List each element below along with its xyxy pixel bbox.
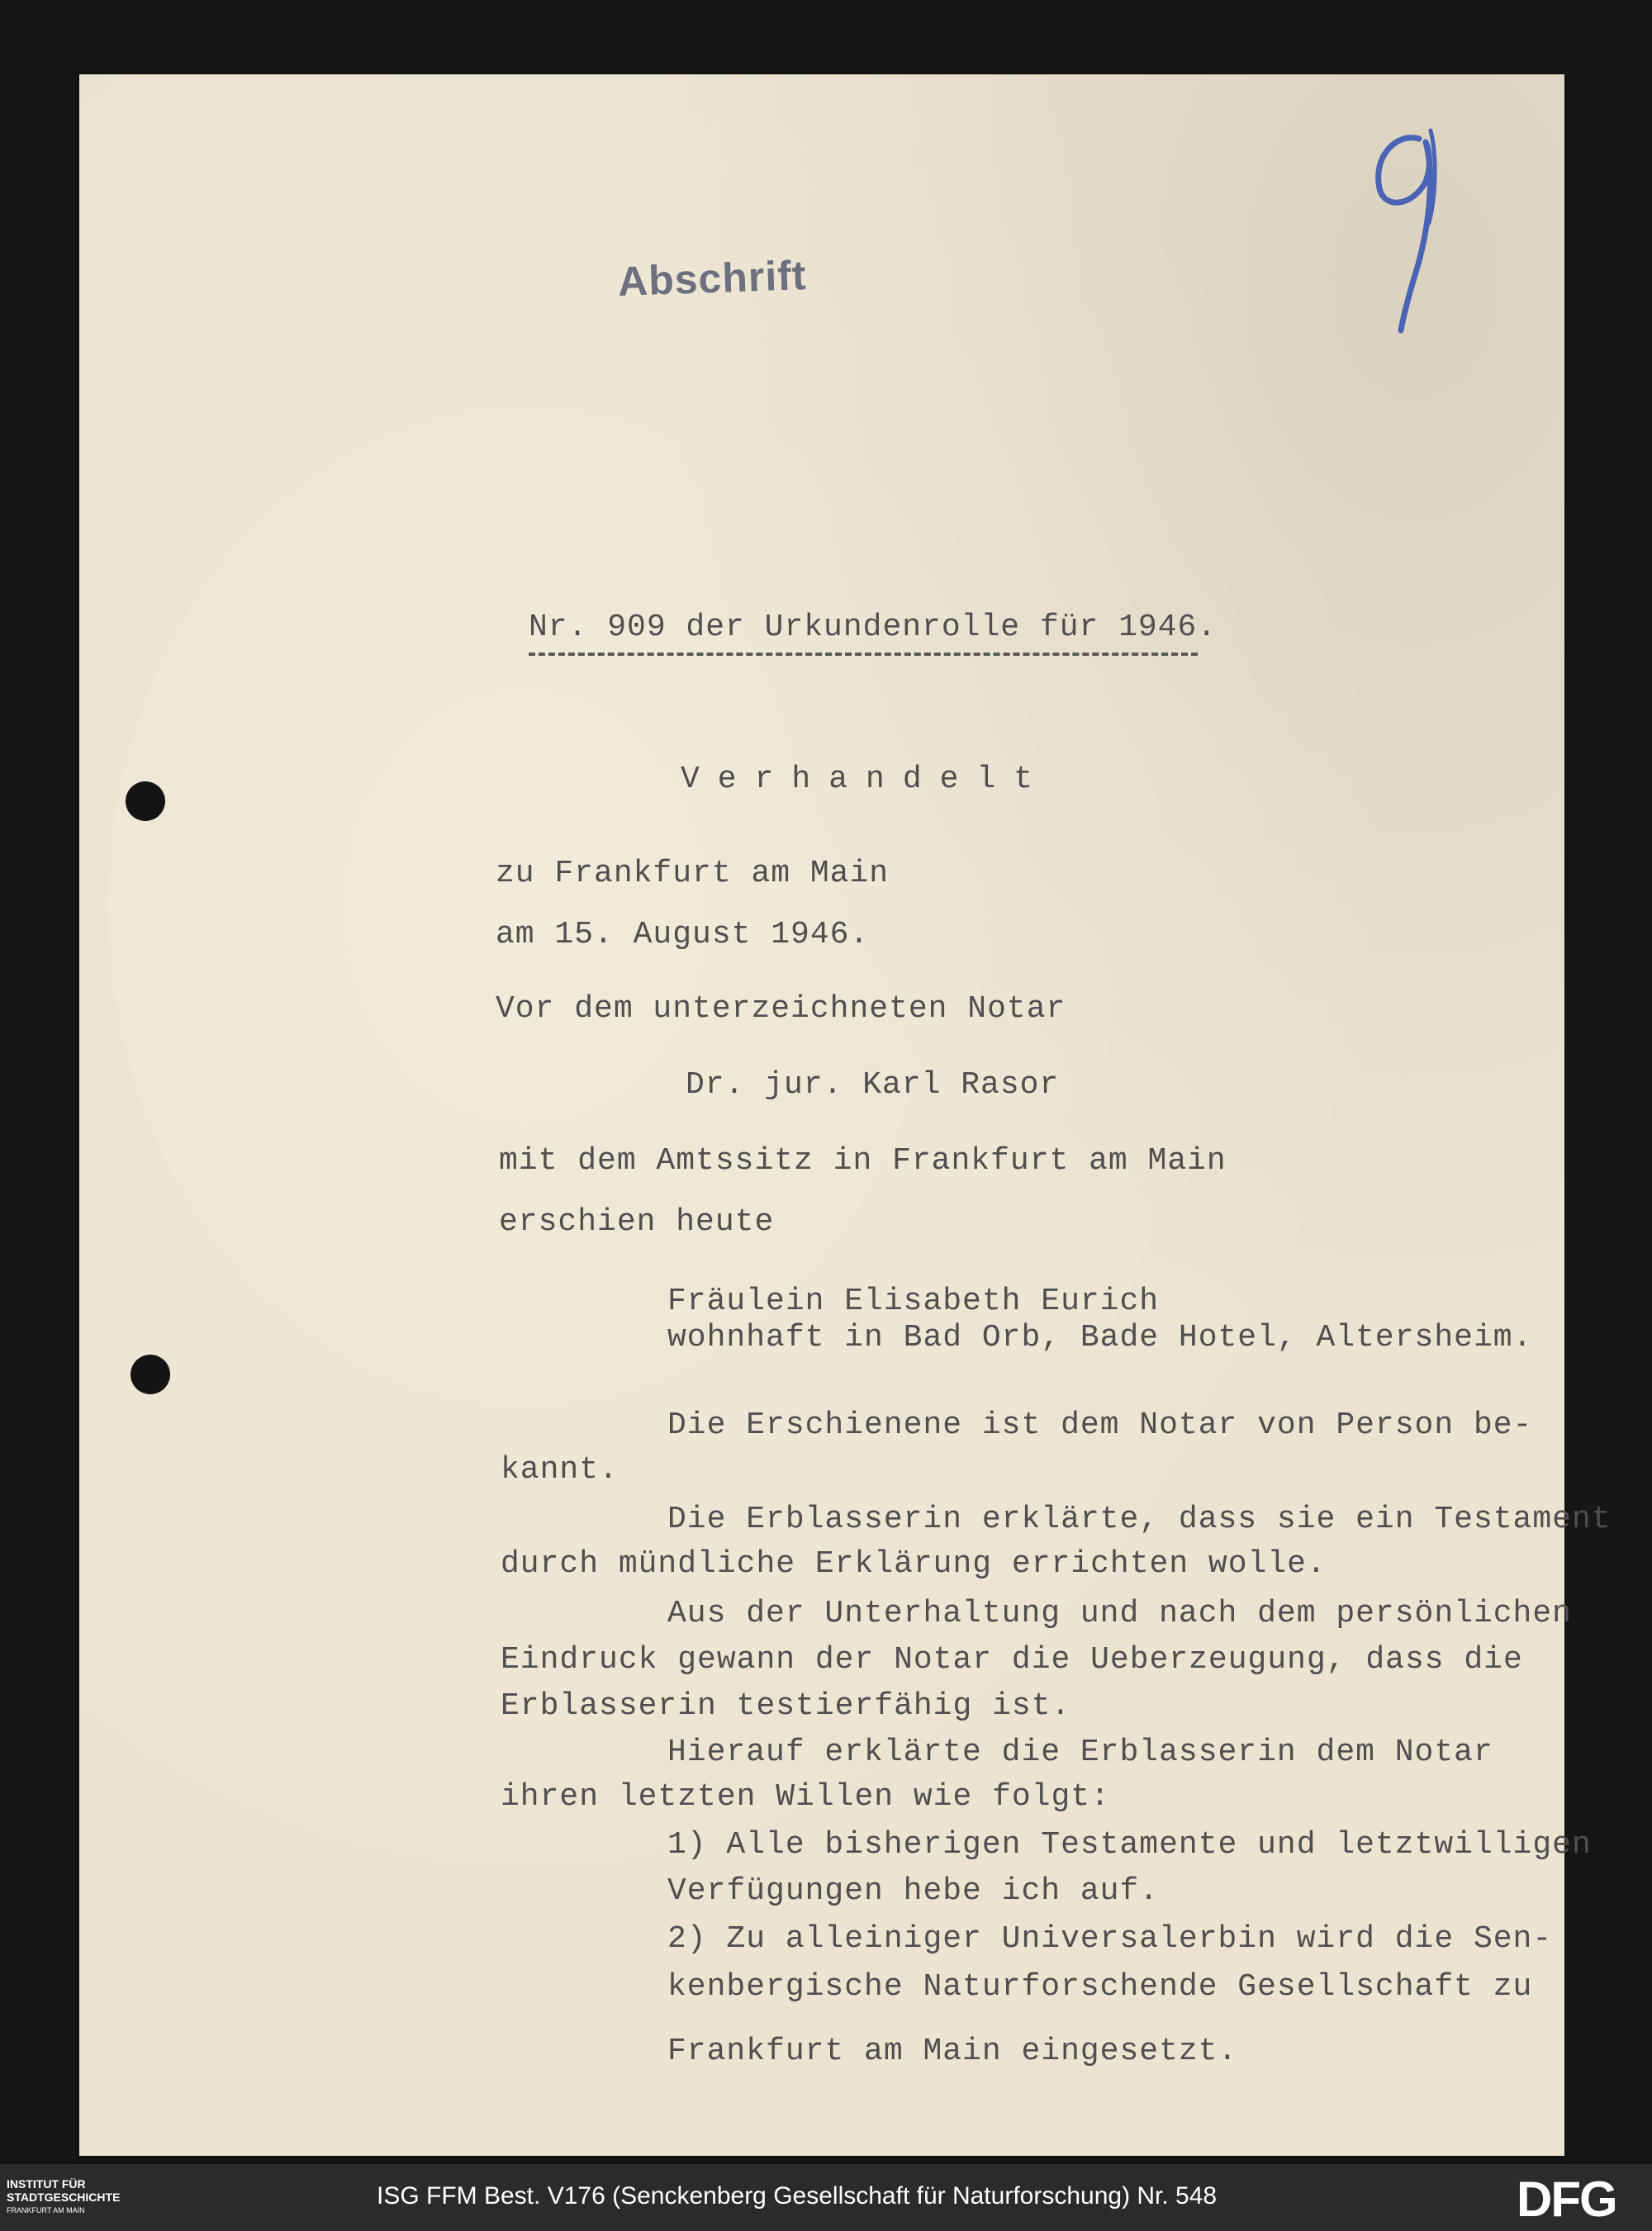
notary-seat: mit dem Amtssitz in Frankfurt am Main — [499, 1143, 1227, 1179]
notary-name: Dr. jur. Karl Rasor — [686, 1067, 1060, 1103]
abschrift-stamp: Abschrift — [617, 252, 808, 305]
handwritten-page-number — [1355, 124, 1454, 339]
notary-intro: Vor dem unterzeichneten Notar — [496, 991, 1066, 1027]
body-line: kannt. — [501, 1452, 619, 1488]
institute-logo — [7, 2177, 172, 2217]
body-line: kenbergische Naturforschende Gesellschaft zu — [667, 1969, 1533, 2005]
body-line: durch mündliche Erklärung errichten wolle. — [501, 1546, 1327, 1582]
document-number-line: Nr. 909 der Urkundenrolle für 1946. — [529, 610, 1218, 645]
body-line: Erblasserin testierfähig ist. — [501, 1688, 1071, 1724]
body-line: Die Erschienene ist dem Notar von Person be- — [667, 1407, 1533, 1443]
institute-line: STADTGESCHICHTE — [7, 2191, 121, 2204]
body-line: Verfügungen hebe ich auf. — [667, 1873, 1160, 1909]
place-line: zu Frankfurt am Main — [496, 856, 890, 891]
body-line: 1) Alle bisherigen Testamente und letztwilligen — [667, 1827, 1592, 1863]
body-line: Aus der Unterhaltung und nach dem persönlichen — [667, 1596, 1572, 1631]
body-line: Eindruck gewann der Notar die Ueberzeugung, dass die — [501, 1642, 1523, 1678]
institute-line: FRANKFURT AM MAIN — [7, 2206, 85, 2214]
person-address: wohnhaft in Bad Orb, Bade Hotel, Altersheim. — [667, 1320, 1533, 1355]
institute-line: INSTITUT FÜR — [7, 2177, 86, 2191]
body-line: Die Erblasserin erklärte, dass sie ein Testament — [667, 1502, 1612, 1537]
body-line: 2) Zu alleiniger Universalerbin wird die Sen- — [667, 1921, 1553, 1957]
punch-hole-bottom — [131, 1355, 170, 1394]
punch-hole-top — [126, 781, 165, 821]
dfg-logo: DFG — [1517, 2172, 1616, 2227]
date-line: am 15. August 1946. — [496, 917, 870, 952]
appeared-line: erschien heute — [499, 1204, 775, 1240]
body-line: ihren letzten Willen wie folgt: — [501, 1779, 1110, 1815]
person-name: Fräulein Elisabeth Eurich — [667, 1284, 1160, 1319]
archive-caption: ISG FFM Best. V176 (Senckenberg Gesellschaft für Naturforschung) Nr. 548 — [377, 2182, 1218, 2210]
body-line: Hierauf erklärte die Erblasserin dem Notar — [667, 1735, 1493, 1770]
header-underline — [529, 653, 1198, 656]
body-line: Frankfurt am Main eingesetzt. — [667, 2034, 1238, 2069]
document-title: Verhandelt — [681, 762, 1051, 797]
